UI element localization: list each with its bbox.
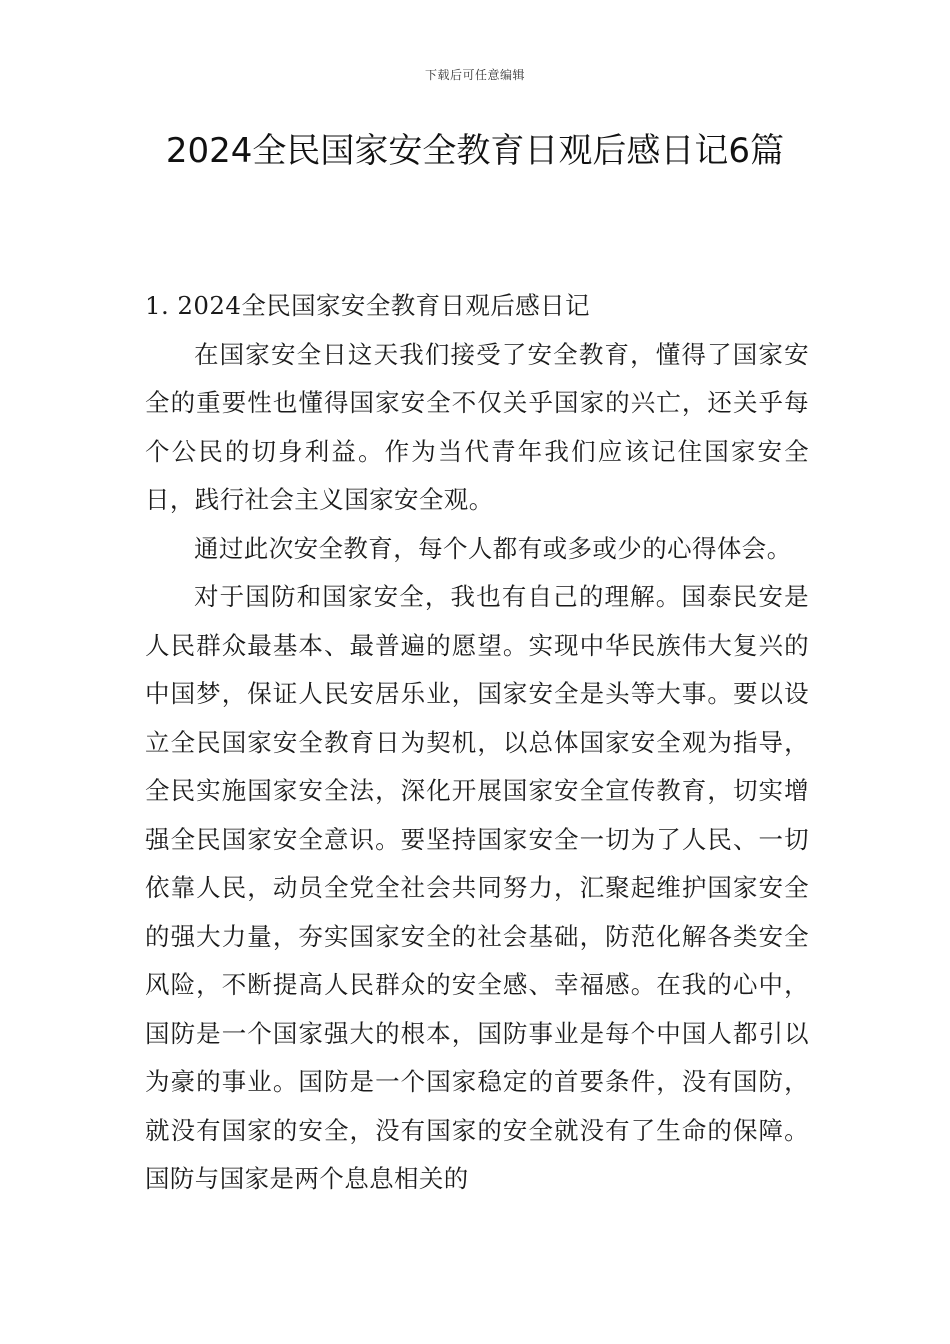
page-title: 2024全民国家安全教育日观后感日记6篇: [165, 131, 785, 171]
section-heading: 1. 2024全民国家安全教育日观后感日记: [145, 291, 590, 320]
paragraph: 在国家安全日这天我们接受了安全教育，懂得了国家安全的重要性也懂得国家安全不仅关乎国家的兴亡，还关乎每个公民的切身利益。作为当代青年我们应该记住国家安全日，践行社会主义国家安全观。: [145, 339, 809, 514]
paragraph: 通过此次安全教育，每个人都有或多或少的心得体会。: [194, 533, 792, 563]
header-note: 下载后可任意编辑: [424, 68, 525, 82]
paragraph: 对于国防和国家安全，我也有自己的理解。国泰民安是人民群众最基本、最普遍的愿望。实现中华民族伟大复兴的中国梦，保证人民安居乐业，国家安全是头等大事。要以设立全民国家安全教育日为契机，以总体国家安全观为指导，全民实施国家安全法，深化开展国家安全宣传教育，切实增强全民国家安全意识。要坚持国家安全一切为了人民、一切依靠人民，动员全党全社会共同努力，汇聚起维护国家安全的强大力量，夯实国家安全的社会基础，防范化解各类安全风险，不断提高人民群众的安全感、幸福感。在我的心中，国防是一个国家强大的根本，国防事业是每个中国人都引以为豪的事业。国防是一个国家稳定的首要条件，没有国防，就没有国家的安全，没有国家的安全就没有了生命的保障。国防与国家是两个息息相关的: [145, 582, 809, 1193]
document-body: [145, 282, 809, 1204]
